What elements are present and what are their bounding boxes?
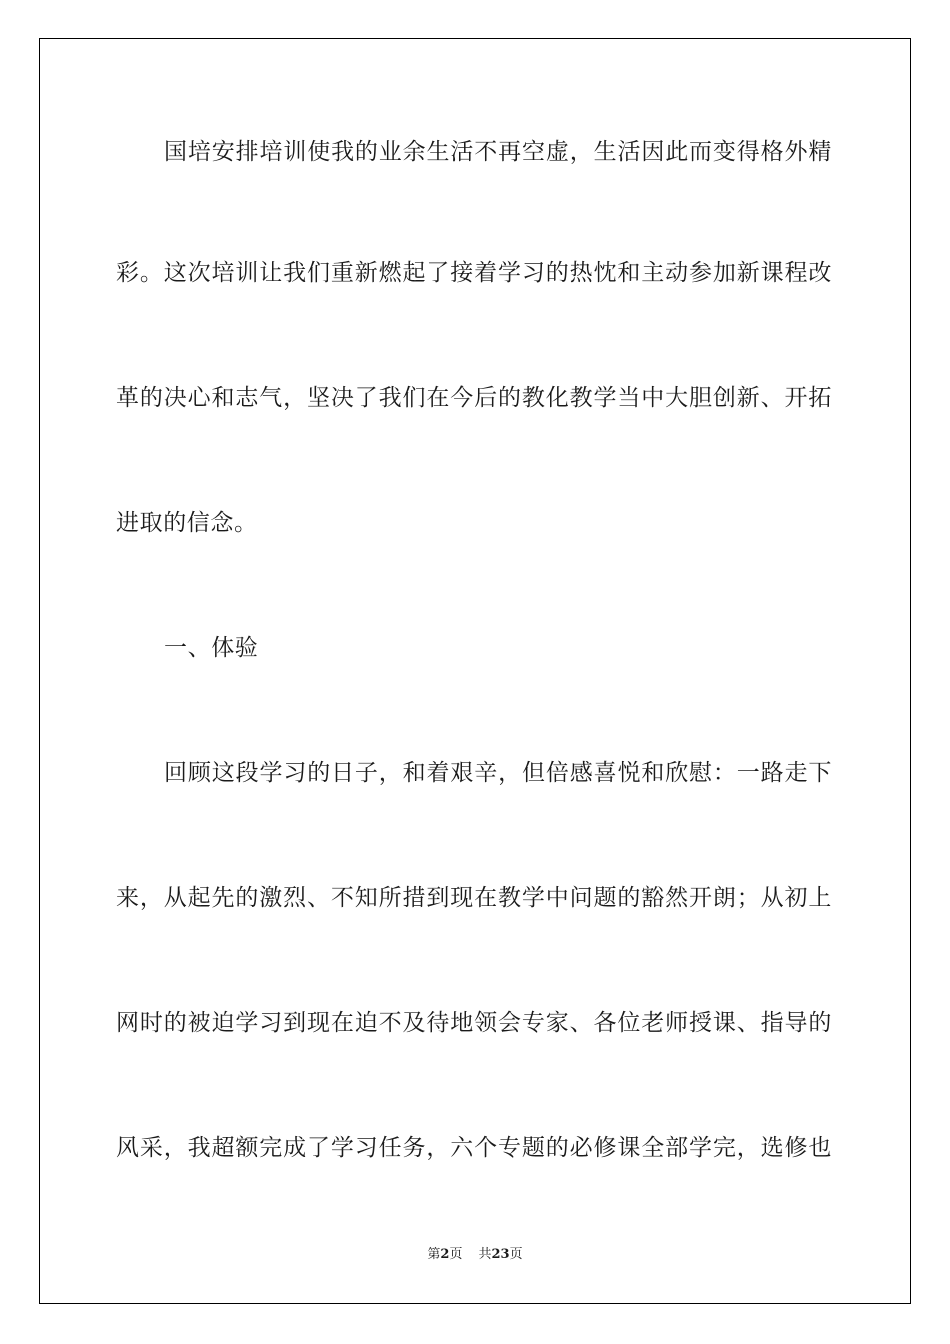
body-line-7: 来，从起先的激烈、不知所措到现在教学中问题的豁然开朗；从初上 <box>116 885 832 911</box>
body-line-8: 网时的被迫学习到现在迫不及待地领会专家、各位老师授课、指导的 <box>116 1010 832 1036</box>
page-footer <box>0 1246 950 1264</box>
body-line-6: 回顾这段学习的日子，和着艰辛，但倍感喜悦和欣慰：一路走下 <box>164 760 832 786</box>
total-label-prefix: 共 <box>478 1247 492 1262</box>
page-label-suffix: 页 <box>449 1247 463 1262</box>
body-line-4: 进取的信念。 <box>116 510 258 536</box>
body-line-2: 彩。这次培训让我们重新燃起了接着学习的热忱和主动参加新课程改 <box>116 260 832 286</box>
total-label-suffix: 页 <box>509 1247 523 1262</box>
total-page-count: 23 <box>491 1247 510 1262</box>
page-border <box>39 38 911 1304</box>
body-line-9: 风采，我超额完成了学习任务，六个专题的必修课全部学完，选修也 <box>116 1135 832 1161</box>
section-heading: 一、体验 <box>164 635 259 661</box>
body-line-3: 革的决心和志气，坚决了我们在今后的教化教学当中大胆创新、开拓 <box>116 385 832 411</box>
body-line-1: 国培安排培训使我的业余生活不再空虚，生活因此而变得格外精 <box>164 139 832 165</box>
page-label-prefix: 第 <box>427 1247 441 1262</box>
current-page-number: 2 <box>440 1247 450 1262</box>
